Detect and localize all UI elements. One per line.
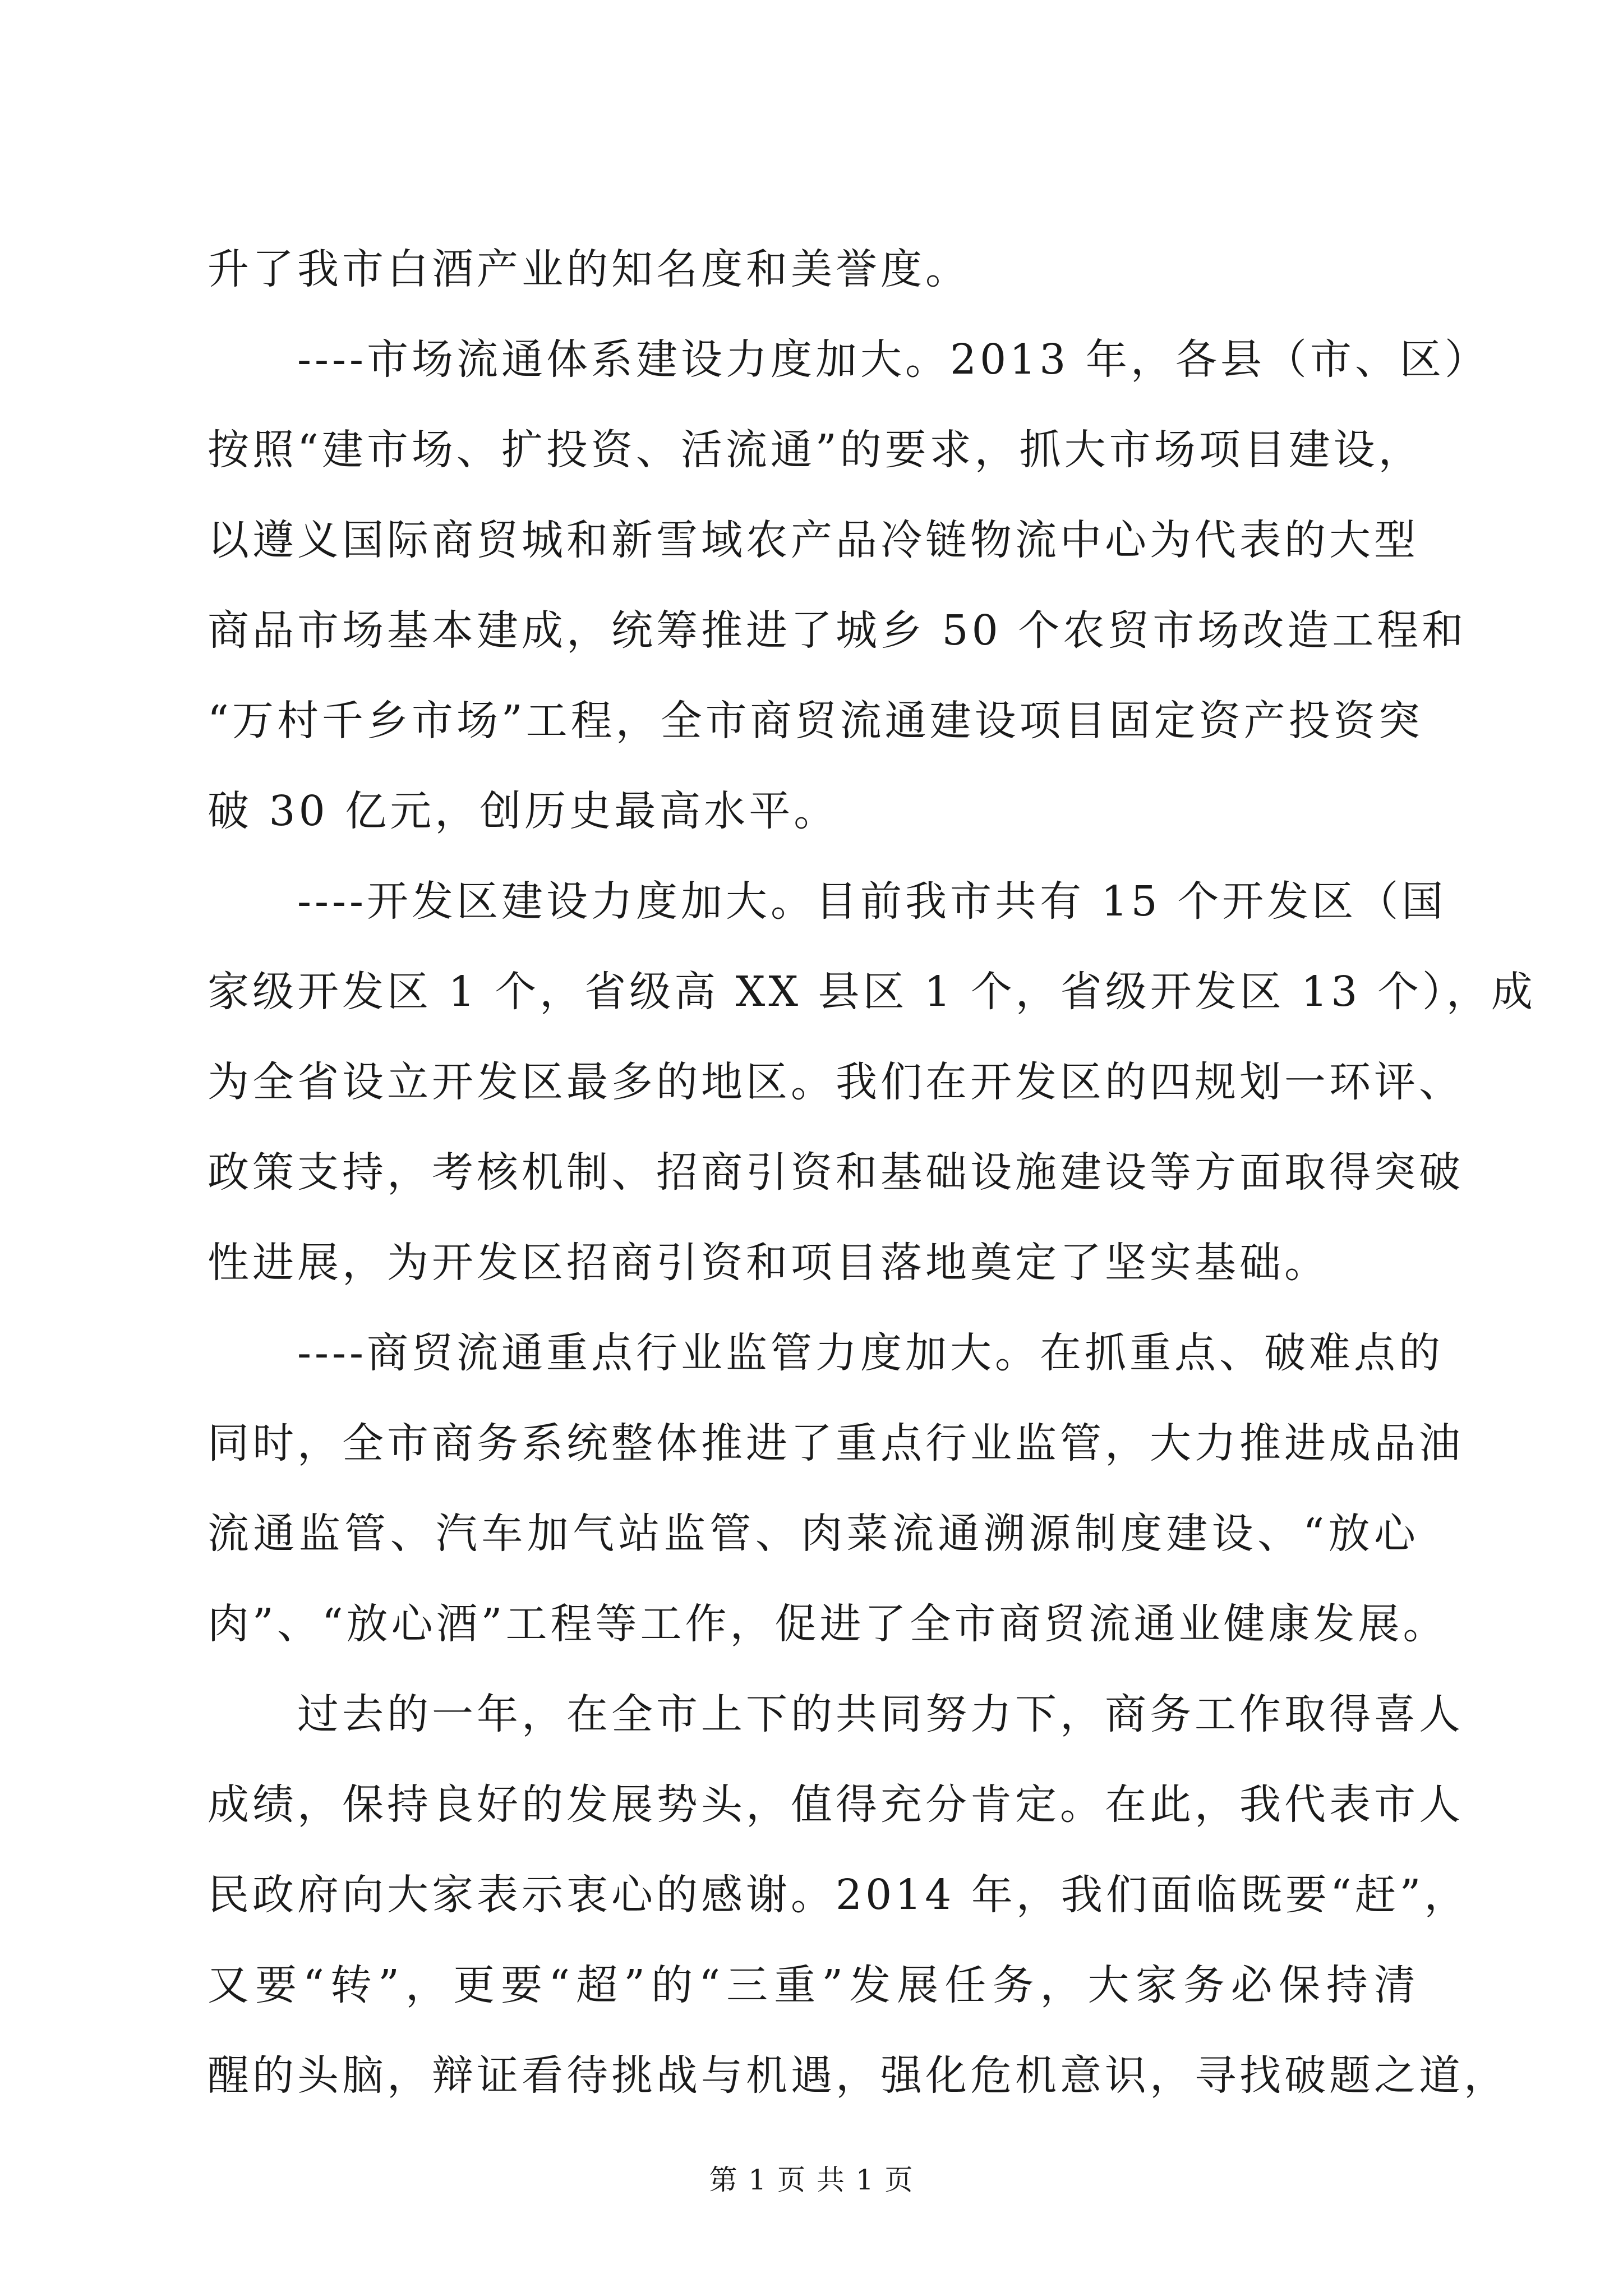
paragraph-line: “万村千乡市场”工程，全市商贸流通建设项目固定资产投资突	[208, 697, 1423, 745]
paragraph-line: 流通监管、汽车加气站监管、肉菜流通溯源制度建设、“放心	[208, 1510, 1419, 1558]
paragraph-line: ----市场流通体系建设力度加大。2013 年，各县（市、区）	[297, 335, 1490, 384]
paragraph-line: 民政府向大家表示衷心的感谢。2014 年，我们面临既要“赶”，	[208, 1871, 1469, 1919]
paragraph-line: 政策支持，考核机制、招商引资和基础设施建设等方面取得突破	[208, 1148, 1464, 1197]
page-footer: 第 1 页 共 1 页	[709, 2164, 914, 2196]
paragraph-line: 以遵义国际商贸城和新雪域农产品冷链物流中心为代表的大型	[208, 516, 1419, 564]
paragraph-line: 商品市场基本建成，统筹推进了城乡 50 个农贸市场改造工程和	[208, 606, 1467, 655]
paragraph-line: 破 30 亿元，创历史最高水平。	[208, 787, 839, 835]
paragraph-line: 按照“建市场、扩投资、活流通”的要求，抓大市场项目建设，	[208, 426, 1423, 474]
paragraph-line: 醒的头脑，辩证看待挑战与机遇，强化危机意识，寻找破题之道，	[208, 2051, 1509, 2100]
paragraph-line: 过去的一年，在全市上下的共同努力下，商务工作取得喜人	[297, 1690, 1464, 1738]
paragraph-line: 肉”、“放心酒”工程等工作，促进了全市商贸流通业健康发展。	[208, 1600, 1448, 1648]
paragraph-line: 同时，全市商务系统整体推进了重点行业监管，大力推进成品油	[208, 1419, 1464, 1467]
paragraph-line: 升了我市白酒产业的知名度和美誉度。	[208, 245, 970, 293]
paragraph-line: 成绩，保持良好的发展势头，值得充分肯定。在此，我代表市人	[208, 1780, 1464, 1829]
paragraph-line: 为全省设立开发区最多的地区。我们在开发区的四规划一环评、	[208, 1058, 1464, 1106]
paragraph-line: ----商贸流通重点行业监管力度加大。在抓重点、破难点的	[297, 1329, 1444, 1377]
paragraph-line: ----开发区建设力度加大。目前我市共有 15 个开发区（国	[297, 877, 1447, 926]
paragraph-line: 又要“转”，更要“超”的“三重”发展任务，大家务必保持清	[208, 1961, 1419, 2009]
paragraph-line: 家级开发区 1 个，省级高 XX 县区 1 个，省级开发区 13 个），成	[208, 968, 1536, 1016]
paragraph-line: 性进展，为开发区招商引资和项目落地奠定了坚实基础。	[208, 1239, 1329, 1287]
